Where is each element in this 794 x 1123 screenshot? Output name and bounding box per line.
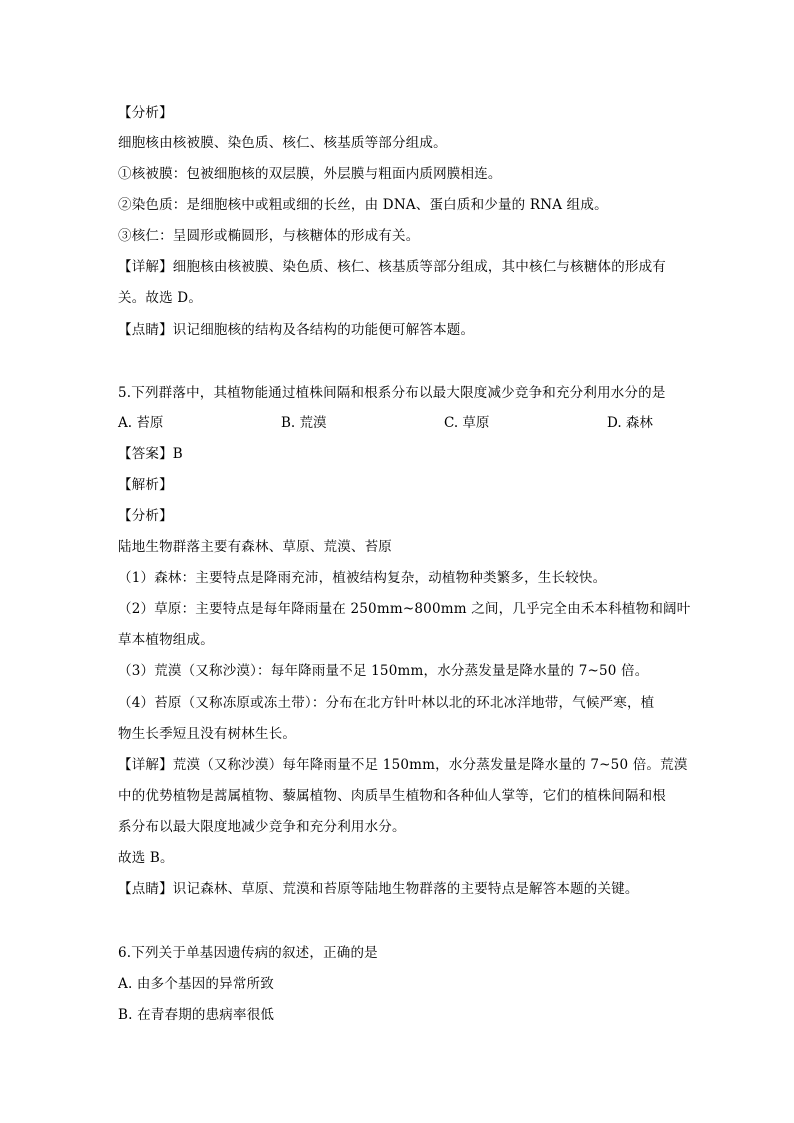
option-d: D. 森林 xyxy=(607,415,653,431)
question-5-options xyxy=(118,413,678,433)
question-5: 5.下列群落中，其植物能通过植株间隔和根系分布以最大限度减少竞争和充分利用水分的是 xyxy=(118,385,666,401)
text-line: 物生长季短且没有树林生长。 xyxy=(118,726,297,742)
text-line: （4）苔原（又称冻原或冻土带）：分布在北方针叶林以北的环北冰洋地带，气候严寒，植 xyxy=(118,695,655,711)
detail-line: 【详解】细胞核由核被膜、染色质、核仁、核基质等部分组成，其中核仁与核糖体的形成有 xyxy=(118,259,666,275)
text-line: 陆地生物群落主要有森林、草原、荒漠、苔原 xyxy=(118,539,392,555)
tip-line: 【点睛】识记细胞核的结构及各结构的功能便可解答本题。 xyxy=(118,322,475,338)
option-c: C. 草原 xyxy=(444,415,490,431)
text-line: ③核仁：呈圆形或椭圆形，与核糖体的形成有关。 xyxy=(118,228,420,244)
text-line: ①核被膜：包被细胞核的双层膜，外层膜与粗面内质网膜相连。 xyxy=(118,166,502,182)
option-b: B. 在青春期的患病率很低 xyxy=(118,1007,275,1023)
analysis-heading: 【分析】 xyxy=(118,508,173,524)
detail-line: 故选 B。 xyxy=(118,850,174,866)
question-6: 6.下列关于单基因遗传病的叙述，正确的是 xyxy=(118,945,378,961)
text-line: （3）荒漠（又称沙漠）：每年降雨量不足 150mm，水分蒸发量是降水量的 7~50 倍。 xyxy=(118,663,649,679)
text-line: ②染色质：是细胞核中或粗或细的长丝，由 DNA、蛋白质和少量的 RNA 组成。 xyxy=(118,197,608,213)
analysis-heading: 【分析】 xyxy=(118,105,173,121)
text-line: （1）森林：主要特点是降雨充沛，植被结构复杂，动植物种类繁多，生长较快。 xyxy=(118,570,607,586)
option-b: B. 荒漠 xyxy=(281,415,327,431)
detail-line: 关。故选 D。 xyxy=(118,290,203,306)
detail-line: 【详解】荒漠（又称沙漠）每年降雨量不足 150mm，水分蒸发量是降水量的 7~50 倍。荒漠 xyxy=(118,757,688,773)
text-line: 细胞核由核被膜、染色质、核仁、核基质等部分组成。 xyxy=(118,135,447,151)
option-a: A. 苔原 xyxy=(118,415,164,431)
text-line: 草本植物组成。 xyxy=(118,632,214,648)
detail-line: 系分布以最大限度地减少竞争和充分利用水分。 xyxy=(118,819,406,835)
explanation-heading: 【解析】 xyxy=(118,477,173,493)
detail-line: 中的优势植物是蒿属植物、藜属植物、肉质旱生植物和各种仙人掌等，它们的植株间隔和根 xyxy=(118,788,666,804)
tip-line: 【点睛】识记森林、草原、荒漠和苔原等陆地生物群落的主要特点是解答本题的关键。 xyxy=(118,881,639,897)
answer-line: 【答案】B xyxy=(118,446,183,462)
text-line: （2）草原：主要特点是每年降雨量在 250mm~800mm 之间，几乎完全由禾本科植物和阔叶 xyxy=(118,601,691,617)
option-a: A. 由多个基因的异常所致 xyxy=(118,976,274,992)
